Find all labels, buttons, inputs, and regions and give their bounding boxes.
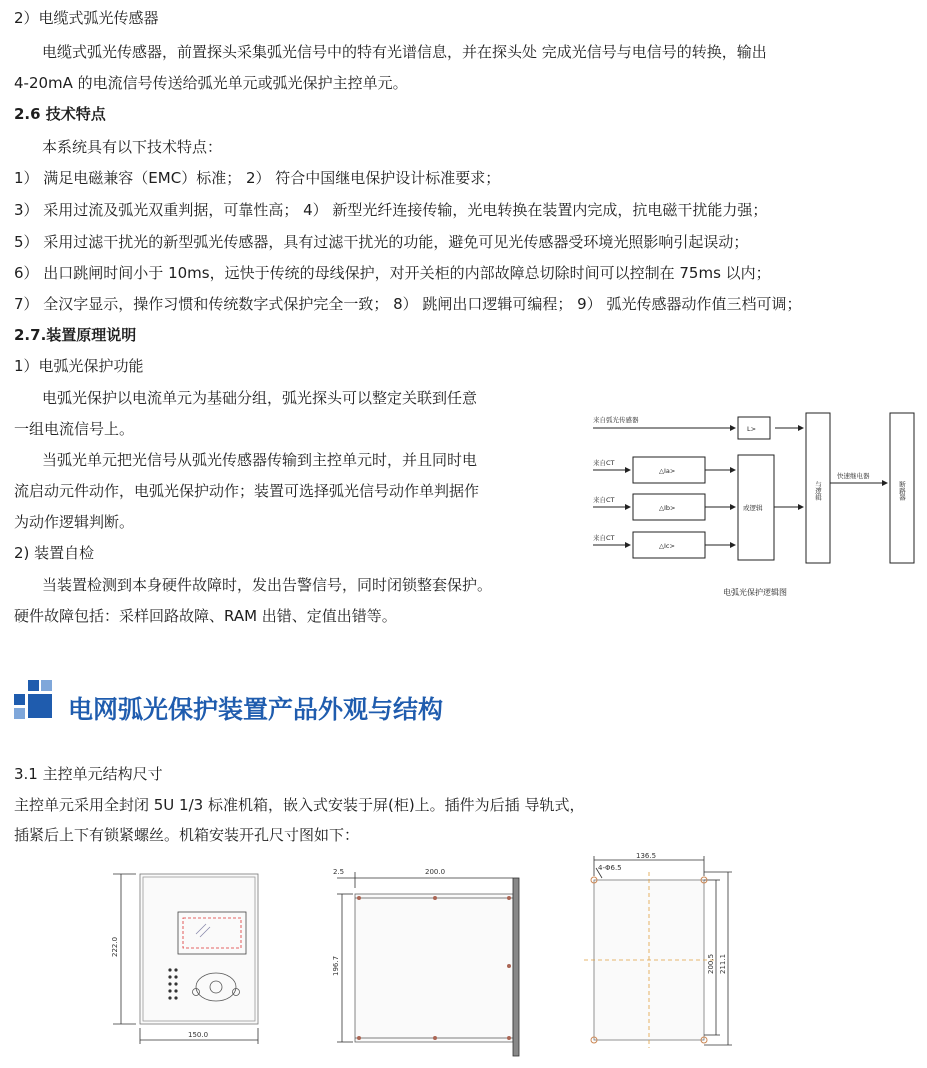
dimension-width: 136.5 (636, 852, 657, 860)
diagram-fast-relay: 快速继电器 (837, 472, 870, 480)
banner-logo-square (14, 708, 25, 719)
feature-line: 3） 采用过流及弧光双重判据，可靠性高； 4） 新型光纤连接传输，光电转换在装置内完成，抗电磁干扰能力强； (14, 201, 768, 219)
subheading: 1）电弧光保护功能 (14, 357, 144, 375)
paragraph-line: 电缆式弧光传感器，前置探头采集弧光信号中的特有光谱信息，并在探头处 完成光信号与电信号的转换，输出 (42, 43, 767, 61)
dimension-height: 222.0 (111, 936, 119, 957)
heading-cable-sensor: 2）电缆式弧光传感器 (14, 9, 159, 27)
paragraph-line: 当装置检测到本身硬件故障时，发出告警信号，同时闭锁整套保护。 (42, 576, 493, 594)
diagram-or-logic: 或逻辑 (743, 504, 763, 512)
diagram-caption: 电弧光保护逻辑图 (723, 588, 787, 597)
dimension-holes: 4-Φ6.5 (598, 864, 622, 872)
diagram-l-box: L> (747, 425, 757, 433)
feature-line: 6） 出口跳闸时间小于 10ms，远快于传统的母线保护，对开关柜的内部故障总切除时间可以控制在 75ms 以内； (14, 264, 771, 282)
paragraph-line: 当弧光单元把光信号从弧光传感器传输到主控单元时，并且同时电 (42, 451, 478, 469)
section-heading-2-6: 2.6 技术特点 (14, 105, 106, 123)
diagram-and-logic: 与逻辑 (814, 481, 822, 501)
subheading: 3.1 主控单元结构尺寸 (14, 765, 163, 783)
dimension-height: 211.1 (719, 953, 727, 974)
diagram-label-ct: 来自CT (593, 496, 615, 504)
feature-line: 7） 全汉字显示，操作习惯和传统数字式保护完全一致； 8） 跳闸出口逻辑可编程； 9） 弧光传感器动作值三档可调； (14, 295, 802, 313)
paragraph-line: 硬件故障包括：采样回路故障、RAM 出错、定值出错等。 (14, 607, 397, 625)
paragraph-line: 为动作逻辑判断。 (14, 513, 135, 531)
paragraph-line: 一组电流信号上。 (14, 420, 135, 438)
banner-logo-square (41, 680, 52, 691)
diagram-ib-box: △Ib> (659, 504, 676, 512)
cutout-drawing (580, 850, 775, 1055)
paragraph-line: 本系统具有以下技术特点： (42, 138, 223, 156)
paragraph-line: 插紧后上下有锁紧螺丝。机箱安装开孔尺寸图如下： (14, 826, 360, 844)
side-view-drawing (325, 858, 530, 1058)
dimension-width: 150.0 (188, 1031, 209, 1039)
diagram-ic-box: △Ic> (659, 542, 675, 550)
diagram-breaker: 断路器 (898, 481, 906, 501)
dimension-thickness: 2.5 (333, 868, 345, 876)
banner-logo-square (28, 680, 39, 691)
front-view-drawing (108, 862, 278, 1052)
paragraph-line: 4-20mA 的电流信号传送给弧光单元或弧光保护主控单元。 (14, 74, 408, 92)
feature-line: 5） 采用过滤干扰光的新型弧光传感器，具有过滤干扰光的功能，避免可见光传感器受环境光照影响引起误动； (14, 233, 749, 251)
dimension-height: 196.7 (332, 955, 340, 976)
diagram-label-ct: 来自CT (593, 534, 615, 542)
section-heading-2-7: 2.7.装置原理说明 (14, 326, 137, 344)
paragraph-line: 电弧光保护以电流单元为基础分组，弧光探头可以整定关联到任意 (42, 389, 478, 407)
subheading: 2) 装置自检 (14, 544, 95, 562)
section-title: 电网弧光保护装置产品外观与结构 (68, 695, 444, 724)
dimension-height: 200.5 (707, 953, 715, 974)
dimension-depth: 200.0 (425, 868, 446, 876)
banner-logo-square (28, 694, 52, 718)
diagram-ia-box: △Ia> (659, 467, 676, 475)
diagram-label-sensor: 来自弧光传感器 (593, 416, 639, 424)
feature-line: 1） 满足电磁兼容（EMC）标准； 2） 符合中国继电保护设计标准要求； (14, 169, 501, 187)
paragraph-line: 流启动元件动作，电弧光保护动作；装置可选择弧光信号动作单判据作 (14, 482, 480, 500)
paragraph-line: 主控单元采用全封闭 5U 1/3 标准机箱，嵌入式安装于屏(柜)上。插件为后插 导轨式， (14, 796, 585, 814)
arc-protection-logic-diagram (585, 395, 925, 610)
section-banner (10, 678, 910, 728)
banner-logo-square (14, 694, 25, 705)
diagram-label-ct: 来自CT (593, 459, 615, 467)
